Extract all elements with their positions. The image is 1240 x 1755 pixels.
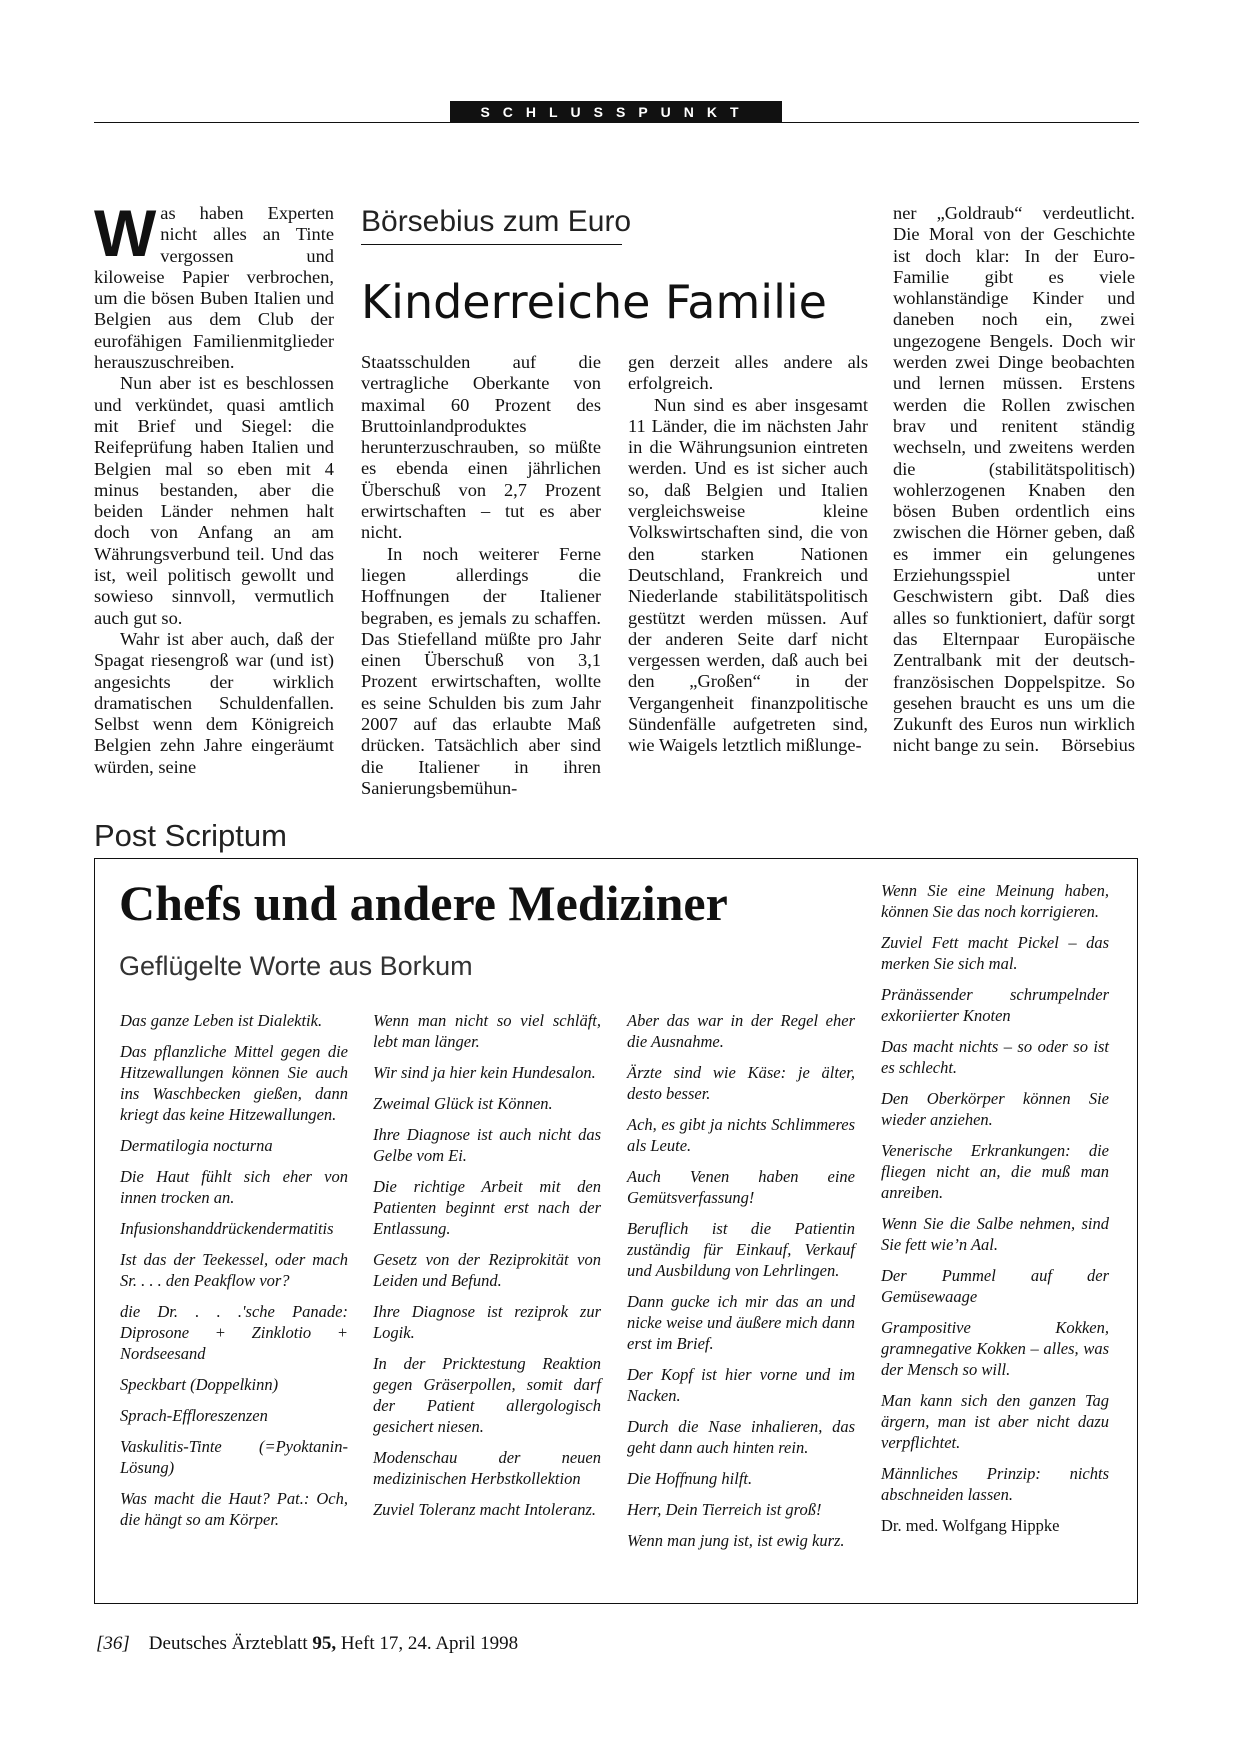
quote-item: Das pflanzliche Mittel gegen die Hitzewallungen können Sie auch ins Waschbecken gießen, dann kriegt das keine Hitzewallungen. [120, 1042, 348, 1124]
article-paragraph: Nun sind es aber insgesamt 11 Länder, die im nächsten Jahr in die Währungsunion eintreten werden. Und es ist sicher auch so, daß Belgien und Italien vergleichsweise kleine Volkswirtschaften sind, die von den starken Nationen Deutschland, Frankreich und Niederlande stabilitätspolitisch gestützt werden müssen. Auf der anderen Seite darf nicht vergessen werden, daß auch bei den „Großen“ in der Vergangenheit finanzpolitische Sündenfälle aufgetreten sind, wie Waigels letztlich mißlunge- [628, 394, 868, 756]
quote-item: Die Hoffnung hilft. [627, 1469, 753, 1488]
quote-item: Pränässender schrumpelnder exkoriierter Knoten [881, 985, 1109, 1025]
header-rule [94, 122, 1139, 123]
article-column-4 [893, 203, 1135, 757]
quote-item: Wenn man jung ist, ist ewig kurz. [627, 1531, 845, 1550]
quote-item: Herr, Dein Tierreich ist groß! [627, 1500, 822, 1519]
quote-item: Wenn man nicht so viel schläft, lebt man länger. [373, 1011, 601, 1051]
quote-item: Durch die Nase inhalieren, das geht dann auch hinten rein. [627, 1417, 855, 1457]
quote-column-3 [627, 1010, 855, 1561]
quote-item: Der Pummel auf der Gemüsewaage [881, 1266, 1109, 1306]
quote-item: Aber das war in der Regel eher die Ausnahme. [627, 1011, 855, 1051]
quote-item: Speckbart (Doppelkinn) [120, 1375, 279, 1394]
page-footer [96, 1633, 518, 1655]
article-paragraph: Wahr ist aber auch, daß der Spagat riesengroß war (und ist) angesichts der wirklich dramatischen Schuldenfallen. Selbst wenn dem Königreich Belgien zehn Jahre eingeräumt würden, seine [94, 628, 334, 777]
journal-issue: Heft 17, 24. April 1998 [340, 1633, 519, 1654]
quote-item: Gesetz von der Reziprokität von Leiden und Befund. [373, 1250, 601, 1290]
journal-volume: 95, [312, 1633, 337, 1654]
dropcap: W [94, 196, 157, 270]
quote-item: Die richtige Arbeit mit den Patienten beginnt erst nach der Entlassung. [373, 1177, 601, 1238]
quote-item: die Dr. . . .'sche Panade: Diprosone + Zinklotio + Nordseesand [120, 1302, 348, 1363]
quote-item: Ihre Diagnose ist reziprok zur Logik. [373, 1302, 601, 1342]
quote-item: Sprach-Effloreszenzen [120, 1406, 268, 1425]
quote-item: Wenn Sie die Salbe nehmen, sind Sie fett wie’n Aal. [881, 1214, 1109, 1254]
quote-item: Den Oberkörper können Sie wieder anziehen. [881, 1089, 1109, 1129]
quote-item: Das macht nichts – so oder so ist es schlecht. [881, 1037, 1109, 1077]
article-paragraph: Staatsschulden auf die vertragliche Oberkante von maximal 60 Prozent des Bruttoinlandproduktes herunterzuschrauben, so müßte es ebenda einen jährlichen Überschuß von 2,7 Prozent erwirtschaften – tut es aber nicht. [361, 352, 601, 543]
quote-item: Ihre Diagnose ist auch nicht das Gelbe vom Ei. [373, 1125, 601, 1165]
article-paragraph: ner „Goldraub“ verdeutlicht. Die Moral von der Geschichte ist doch klar: In der Euro-Familie gibt es viele wohlanständige Kinder und daneben noch ein, zwei ungezogene Bengels. Doch wir werden zwei Dinge beobachten und lernen müssen. Erstens werden die Rollen zwischen brav und renitent ständig wechseln, und zweitens werden die (stabilitätspolitisch) wohlerzogenen Knaben den bösen Buben ordentlich eins zwischen die Hörner geben, daß es immer ein gelungenes Erziehungsspiel unter Geschwistern gibt. Daß dies alles so funktioniert, dafür sorgt das Elternpaar Europäische Zentralbank mit der deutsch-französischen Doppelspitze. So gesehen braucht es uns um die Zukunft des Euros nun wirklich nicht bange zu sein. [893, 203, 1135, 756]
quote-item: Das ganze Leben ist Dialektik. [120, 1011, 323, 1030]
quote-item: Infusionshanddrückendermatitis [120, 1219, 334, 1238]
quote-item: Venerische Erkrankungen: die fliegen nicht an, die muß man anreiben. [881, 1141, 1109, 1202]
quote-item: Ach, es gibt ja nichts Schlimmeres als Leute. [627, 1115, 855, 1155]
quote-item: Männliches Prinzip: nichts abschneiden lassen. [881, 1464, 1109, 1504]
postscriptum-subtitle: Geflügelte Worte aus Borkum [119, 951, 473, 981]
quote-column-2 [373, 1010, 601, 1530]
journal-name: Deutsches Ärzteblatt [148, 1633, 308, 1654]
quote-item: Modenschau der neuen medizinischen Herbstkollektion [373, 1448, 601, 1488]
postscriptum-label: Post Scriptum [94, 818, 287, 853]
article-column-3 [628, 352, 868, 757]
postscriptum-author: Dr. med. Wolfgang Hippke [881, 1516, 1060, 1535]
section-header: SCHLUSSPUNKT [450, 101, 782, 123]
quote-item: Dermatilogia nocturna [120, 1136, 273, 1155]
quote-item: Man kann sich den ganzen Tag ärgern, man ist aber nicht dazu verpflichtet. [881, 1391, 1109, 1452]
quote-item: Beruflich ist die Patientin zuständig für Einkauf, Verkauf und Ausbildung von Lehrlingen. [627, 1219, 855, 1280]
quote-item: Wir sind ja hier kein Hundesalon. [373, 1063, 596, 1082]
quote-item: Die Haut fühlt sich eher von innen trocken an. [120, 1167, 348, 1207]
quote-item: Zuviel Fett macht Pickel – das merken Sie sich mal. [881, 933, 1109, 973]
article-paragraph: Nun aber ist es beschlossen und verkündet, quasi amtlich mit Brief und Siegel: die Reifeprüfung haben Italien und Belgien mal so eben mit 4 minus bestanden, aber die beiden Länder nehmen halt doch von Anfang an am Währungsverbund teil. Und das ist, weil politisch gewollt und sowieso sinnvoll, vermutlich auch gut so. [94, 373, 334, 628]
quote-item: Auch Venen haben eine Gemütsverfassung! [627, 1167, 855, 1207]
article-column-1 [94, 196, 334, 778]
article-paragraph: as haben Experten nicht alles an Tinte vergossen und kiloweise Papier verbrochen, um die bösen Buben Italien und Belgien aus dem Club der eurofähigen Familienmitglieder herauszuschreiben. [94, 203, 334, 373]
quote-item: Ist das der Teekessel, oder mach Sr. . . . den Peakflow vor? [120, 1250, 348, 1290]
article-paragraph: In noch weiterer Ferne liegen allerdings die Hoffnungen der Italiener begraben, es jemals zu schaffen. Das Stiefelland müßte pro Jahr einen Überschuß von 3,1 Prozent erwirtschaften, wollte es seine Schulden bis zum Jahr 2007 auf das erlaubte Maß drücken. Tatsächlich aber sind die Italiener in ihren Sanierungsbemühun- [361, 543, 601, 798]
article-column-2 [361, 352, 601, 799]
quote-item: Zuviel Toleranz macht Intoleranz. [373, 1500, 597, 1519]
quote-item: Was macht die Haut? Pat.: Och, die hängt so am Körper. [120, 1489, 348, 1529]
article-signature: Börsebius [1061, 735, 1135, 756]
quote-column-1 [120, 1010, 348, 1540]
quote-column-4 [881, 880, 1109, 1546]
kicker-rule [361, 244, 622, 245]
quote-item: Vaskulitis-Tinte (=Pyoktanin-Lösung) [120, 1437, 348, 1477]
page-number: [36] [96, 1633, 130, 1654]
postscriptum-headline: Chefs und andere Mediziner [119, 875, 728, 931]
article-headline: Kinderreiche Familie [361, 275, 827, 329]
quote-item: Dann gucke ich mir das an und nicke weise und äußere mich dann erst im Brief. [627, 1292, 855, 1353]
article-kicker: Börsebius zum Euro [361, 205, 632, 238]
quote-item: Der Kopf ist hier vorne und im Nacken. [627, 1365, 855, 1405]
quote-item: Zweimal Glück ist Können. [373, 1094, 553, 1113]
quote-item: Wenn Sie eine Meinung haben, können Sie das noch korrigieren. [881, 881, 1109, 921]
article-paragraph: gen derzeit alles andere als erfolgreich. [628, 352, 868, 394]
quote-item: Ärzte sind wie Käse: je älter, desto besser. [627, 1063, 855, 1103]
quote-item: Grampositive Kokken, gramnegative Kokken – alles, was der Mensch so will. [881, 1318, 1109, 1379]
quote-item: In der Pricktestung Reaktion gegen Gräserpollen, somit darf der Patient allergologisch gesichert niesen. [373, 1354, 601, 1436]
